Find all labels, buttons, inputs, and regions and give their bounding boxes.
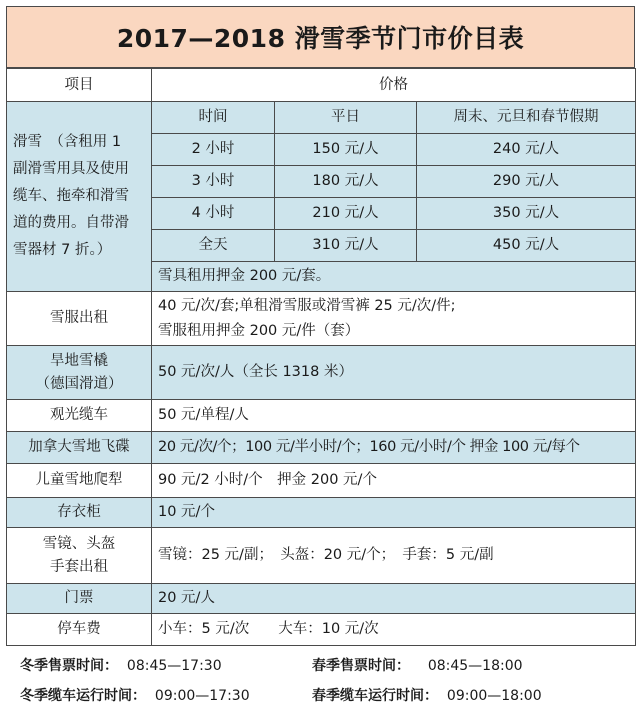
ski-desc-line: 滑雪 （含租用 1 xyxy=(13,134,122,150)
item-name: 门票 xyxy=(7,584,152,614)
price-table xyxy=(6,68,636,646)
ski-col-holiday: 周末、元旦和春节假期 xyxy=(417,102,636,134)
table-row xyxy=(7,528,636,584)
header-item: 项目 xyxy=(7,69,152,102)
table-row xyxy=(7,584,636,614)
item-name-line: 旱地雪橇 xyxy=(50,353,108,370)
ski-desc-line: 雪器材 7 折。） xyxy=(13,242,112,258)
item-name-line: 手套出租 xyxy=(50,558,108,575)
winter-cable-label: 冬季缆车运行时间： xyxy=(20,688,146,704)
spring-ticket-label: 春季售票时间： xyxy=(312,658,410,674)
item-price: 雪镜：25 元/副； 头盔：20 元/个； 手套：5 元/副 xyxy=(152,528,636,584)
spring-cable-label: 春季缆车运行时间： xyxy=(312,688,438,704)
spring-cable-time: 09:00—18:00 xyxy=(446,688,542,704)
winter-ticket-time: 08:45—17:30 xyxy=(126,658,222,674)
ski-weekday-price: 310 元/人 xyxy=(275,230,417,262)
ski-time: 全天 xyxy=(152,230,275,262)
opening-hours xyxy=(6,650,635,710)
winter-cable-time: 09:00—17:30 xyxy=(154,688,250,704)
item-price: 50 元/单程/人 xyxy=(152,400,636,432)
item-price: 小车：5 元/次 大车：10 元/次 xyxy=(152,614,636,646)
ski-weekday-price: 210 元/人 xyxy=(275,198,417,230)
winter-ticket-label: 冬季售票时间： xyxy=(20,658,118,674)
item-name-line: 雪镜、头盔 xyxy=(42,536,116,553)
ski-holiday-price: 240 元/人 xyxy=(417,134,636,166)
table-row xyxy=(7,432,636,464)
table-row xyxy=(7,292,636,346)
table-row xyxy=(7,400,636,432)
spring-ticket-time: 08:45—18:00 xyxy=(427,658,523,674)
ski-desc-line: 副滑雪用具及使用 xyxy=(13,161,129,177)
item-name: 停车费 xyxy=(7,614,152,646)
item-name: 观光缆车 xyxy=(7,400,152,432)
ski-col-time: 时间 xyxy=(152,102,275,134)
item-price: 20 元/人 xyxy=(152,584,636,614)
ski-desc-line: 缆车、拖牵和滑雪 xyxy=(13,188,129,204)
ski-col-weekday: 平日 xyxy=(275,102,417,134)
table-row xyxy=(7,498,636,528)
ski-description xyxy=(7,102,152,292)
item-name xyxy=(7,346,152,400)
item-name xyxy=(7,528,152,584)
header-price: 价格 xyxy=(152,69,636,102)
item-name: 雪服出租 xyxy=(7,292,152,346)
item-name: 存衣柜 xyxy=(7,498,152,528)
ski-time: 4 小时 xyxy=(152,198,275,230)
ski-time: 3 小时 xyxy=(152,166,275,198)
ski-deposit: 雪具租用押金 200 元/套。 xyxy=(152,262,636,292)
item-price: 20 元/次/个；100 元/半小时/个；160 元/小时/个 押金 100 元/每个 xyxy=(152,432,636,464)
page-title: 2017—2018 滑雪季节门市价目表 xyxy=(6,6,635,68)
ski-weekday-price: 180 元/人 xyxy=(275,166,417,198)
item-name-line: （德国滑道） xyxy=(35,375,123,392)
price-line: 40 元/次/套;单租滑雪服或滑雪裤 25 元/次/件; xyxy=(158,298,456,315)
table-row xyxy=(7,346,636,400)
ski-weekday-price: 150 元/人 xyxy=(275,134,417,166)
item-name: 加拿大雪地飞碟 xyxy=(7,432,152,464)
ski-holiday-price: 350 元/人 xyxy=(417,198,636,230)
item-price: 90 元/2 小时/个 押金 200 元/个 xyxy=(152,464,636,498)
item-price: 50 元/次/人（全长 1318 米） xyxy=(152,346,636,400)
item-name: 儿童雪地爬犁 xyxy=(7,464,152,498)
table-row xyxy=(7,614,636,646)
ski-holiday-price: 450 元/人 xyxy=(417,230,636,262)
price-line: 雪服租用押金 200 元/件（套） xyxy=(158,322,360,339)
ski-time: 2 小时 xyxy=(152,134,275,166)
item-price: 10 元/个 xyxy=(152,498,636,528)
item-price xyxy=(152,292,636,346)
table-row xyxy=(7,464,636,498)
ski-holiday-price: 290 元/人 xyxy=(417,166,636,198)
price-sheet xyxy=(6,6,635,646)
ski-desc-line: 道的费用。自带滑 xyxy=(13,215,129,231)
